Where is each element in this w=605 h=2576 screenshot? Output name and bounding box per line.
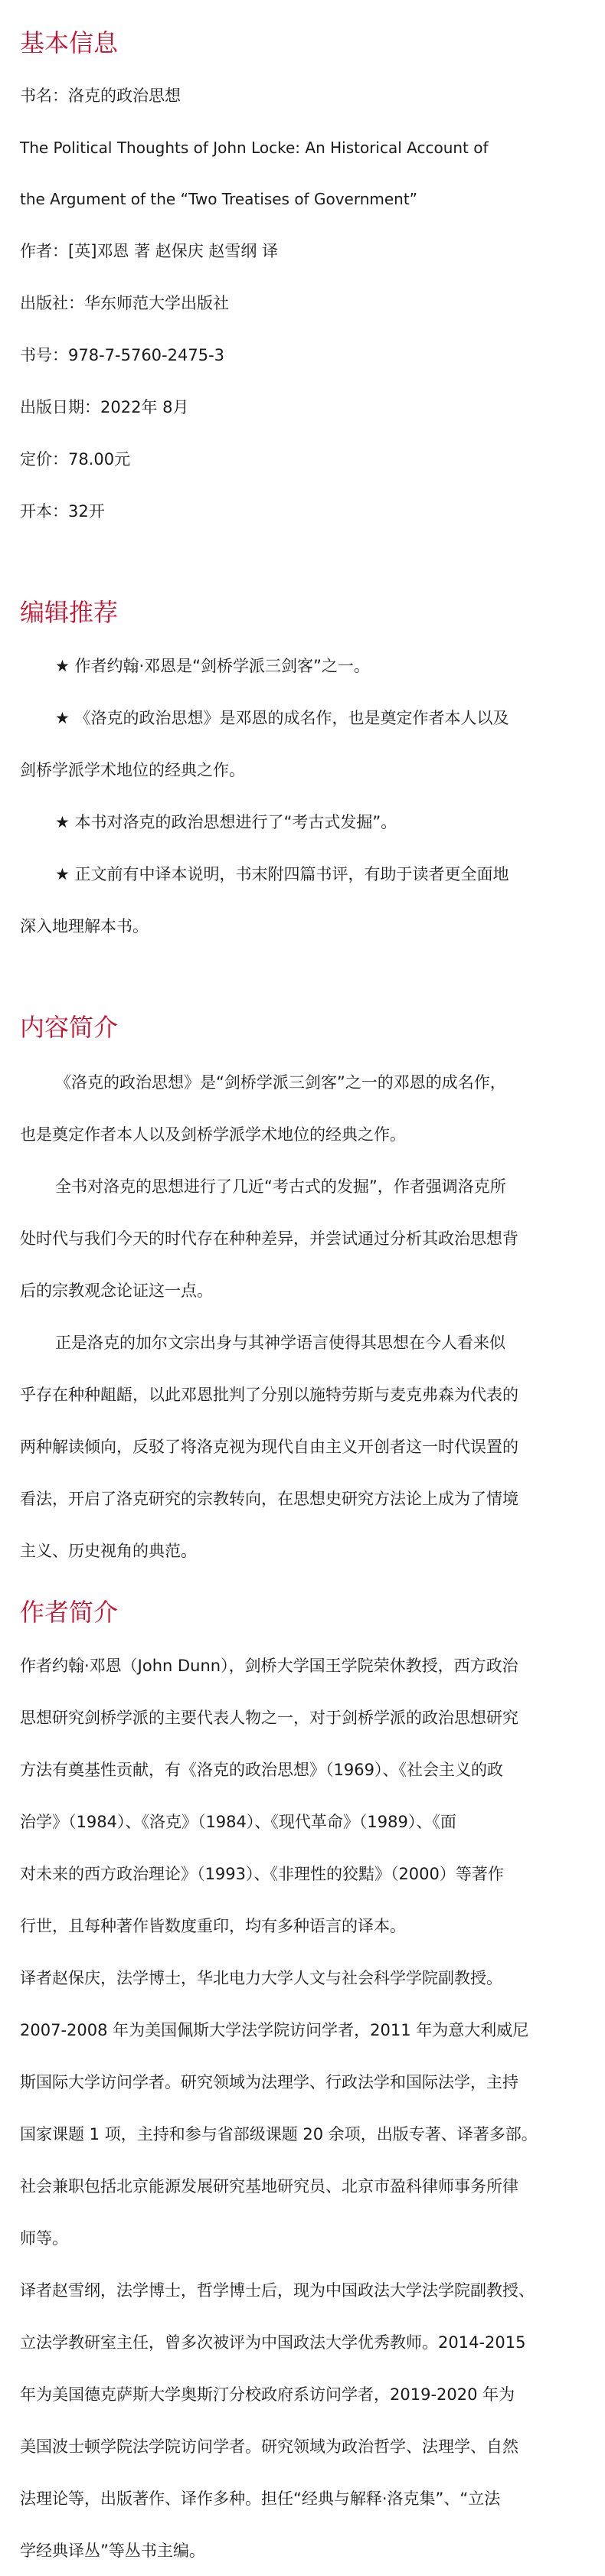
- summary-line: 《洛克的政治思想》是“剑桥学派三剑客”之一的邓恩的成名作，: [55, 1073, 506, 1092]
- format: 开本：32开: [20, 502, 105, 521]
- summary-line: 两种解读倾向，反驳了将洛克视为现代自由主义开创者这一时代误置的: [20, 1438, 518, 1456]
- recommend-line: ★ 本书对洛克的政治思想进行了“考古式发掘”。: [55, 813, 397, 831]
- author-line: 对未来的西方政治理论》（1993）、《非理性的狡黠》（2000）等著作: [20, 1865, 504, 1883]
- author-line: 思想研究剑桥学派的主要代表人物之一，对于剑桥学派的政治思想研究: [20, 1709, 518, 1727]
- recommend-line: 剑桥学派学术地位的经典之作。: [20, 761, 245, 779]
- author-line: 行世，且每种著作皆数度重印，均有多种语言的译本。: [20, 1917, 406, 1935]
- author-line: 治学》（1984）、《洛克》（1984）、《现代革命》（1989）、《面: [20, 1813, 456, 1831]
- editor-recommend-heading: 编辑推荐: [20, 598, 119, 627]
- summary-line: 全书对洛克的思想进行了几近“考古式的发掘”，作者强调洛克所: [55, 1177, 506, 1196]
- english-title-line-1: The Political Thoughts of John Locke: An Historical Account of: [20, 139, 489, 157]
- isbn: 书号：978-7-5760-2475-3: [20, 346, 225, 364]
- recommend-line: ★ 正文前有中译本说明，书末附四篇书评，有助于读者更全面地: [55, 865, 509, 883]
- summary-line: 看法，开启了洛克研究的宗教转向，在思想史研究方法论上成为了情境: [20, 1490, 518, 1508]
- author-line: 国家课题 1 项，主持和参与省部级课题 20 余项，出版专著、译著多部。: [20, 2125, 538, 2143]
- author-line: 2007-2008 年为美国佩斯大学法学院访问学者，2011 年为意大利威尼: [20, 2021, 529, 2039]
- book-name: 书名：洛克的政治思想: [20, 87, 181, 105]
- author-line: 方法有奠基性贡献，有《洛克的政治思想》（1969）、《社会主义的政: [20, 1761, 503, 1779]
- author-line: 译者赵保庆，法学博士，华北电力大学人文与社会科学学院副教授。: [20, 1969, 502, 1987]
- author-line: 斯国际大学访问学者。研究领域为法理学、行政法学和国际法学，主持: [20, 2073, 518, 2091]
- recommend-line: 深入地理解本书。: [20, 917, 149, 935]
- recommend-line: ★ 作者约翰·邓恩是“剑桥学派三剑客”之一。: [55, 657, 370, 675]
- basic-info-heading: 基本信息: [20, 28, 119, 57]
- summary-line: 主义、历史视角的典范。: [20, 1542, 197, 1560]
- author-line: 作者约翰·邓恩（John Dunn），剑桥大学国王学院荣休教授，西方政治: [20, 1657, 518, 1675]
- publish-date: 出版日期：2022年 8月: [20, 398, 189, 416]
- author-line: 立法学教研室主任，曾多次被评为中国政法大学优秀教师。2014-2015: [20, 2333, 526, 2352]
- authors: 作者：[英]邓恩 著 赵保庆 赵雪纲 译: [20, 242, 279, 260]
- author-line: 学经典译丛”等丛书主编。: [20, 2542, 205, 2560]
- author-intro-heading: 作者简介: [20, 1598, 119, 1627]
- author-line: 美国波士顿学院法学院访问学者。研究领域为政治哲学、法理学、自然: [20, 2437, 518, 2456]
- english-title-line-2: the Argument of the “Two Treatises of Government”: [20, 190, 418, 208]
- publisher: 出版社：华东师范大学出版社: [20, 294, 229, 312]
- author-line: 年为美国德克萨斯大学奥斯汀分校政府系访问学者，2019-2020 年为: [20, 2385, 515, 2404]
- summary-line: 处时代与我们今天的时代存在种种差异，并尝试通过分析其政治思想背: [20, 1229, 518, 1248]
- author-line: 法理论等，出版著作、译作多种。担任“经典与解释·洛克集”、“立法: [20, 2489, 501, 2508]
- summary-line: 乎存在种种龃龉，以此邓恩批判了分别以施特劳斯与麦克弗森为代表的: [20, 1386, 518, 1404]
- author-line: 译者赵雪纲，法学博士，哲学博士后，现为中国政法大学法学院副教授、: [20, 2281, 535, 2300]
- author-line: 师等。: [20, 2229, 68, 2248]
- summary-line: 也是奠定作者本人以及剑桥学派学术地位的经典之作。: [20, 1125, 406, 1144]
- author-line: 社会兼职包括北京能源发展研究基地研究员、北京市盈科律师事务所律: [20, 2177, 518, 2196]
- content-summary-heading: 内容简介: [20, 1013, 119, 1042]
- recommend-line: ★ 《洛克的政治思想》是邓恩的成名作，也是奠定作者本人以及: [55, 709, 509, 727]
- price: 定价：78.00元: [20, 450, 131, 469]
- summary-line: 正是洛克的加尔文宗出身与其神学语言使得其思想在今人看来似: [55, 1334, 505, 1352]
- summary-line: 后的宗教观念论证这一点。: [20, 1281, 213, 1300]
